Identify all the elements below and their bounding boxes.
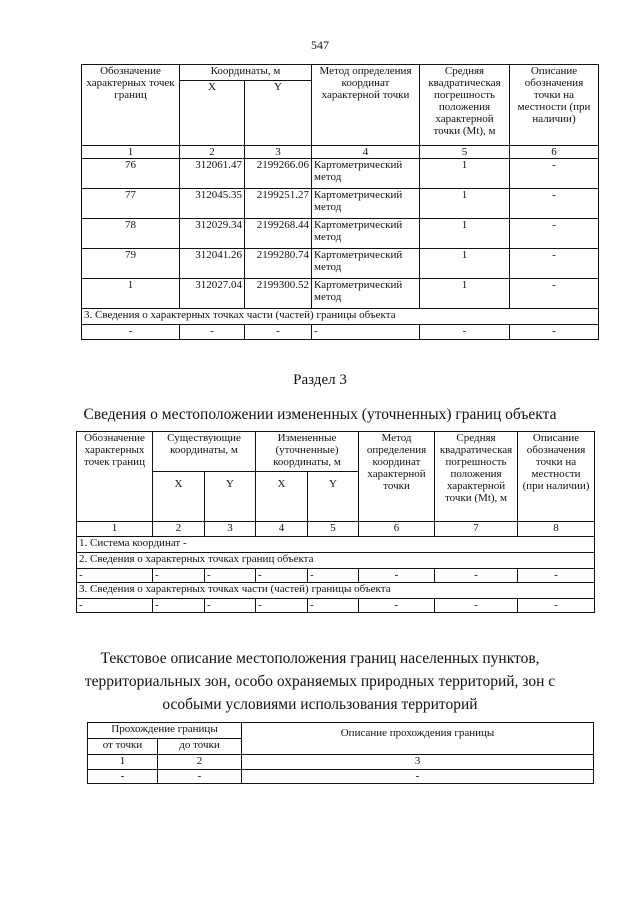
header-from-point: от точки (88, 739, 158, 755)
header-passage-description: Описание прохождения границы (242, 723, 594, 755)
col-number: 6 (510, 146, 599, 159)
point-id: 77 (82, 189, 180, 219)
table-row (77, 599, 595, 613)
header-error: Средняя квадратическая погрешность положения характерной точки (Mt), м (420, 65, 510, 146)
header-y: Y (245, 81, 312, 146)
method: Картометрический метод (312, 279, 420, 309)
coordinate-system-row: 1. Система координат - (77, 537, 595, 553)
error: 1 (420, 189, 510, 219)
changed-borders-table (76, 431, 595, 613)
dash-cell: - (77, 599, 153, 613)
method: Картометрический метод (312, 189, 420, 219)
header-method: Метод определения координат характерной точки (359, 432, 435, 522)
table-row (82, 159, 599, 189)
header-coordinates: Координаты, м (180, 65, 312, 81)
method: Картометрический метод (312, 249, 420, 279)
header-to-point: до точки (158, 739, 242, 755)
header-y: Y (205, 472, 256, 522)
error: 1 (420, 219, 510, 249)
dash-cell: - (518, 599, 595, 613)
coord-x: 312061.47 (180, 159, 245, 189)
col-number: 2 (153, 522, 205, 537)
dash-cell: - (82, 325, 180, 340)
col-number: 4 (256, 522, 308, 537)
description: - (510, 189, 599, 219)
col-number: 1 (82, 146, 180, 159)
col-number: 3 (245, 146, 312, 159)
dash-cell: - (308, 599, 359, 613)
coord-y: 2199266.06 (245, 159, 312, 189)
description: - (510, 249, 599, 279)
header-x: X (256, 472, 308, 522)
col-number: 6 (359, 522, 435, 537)
dash-cell: - (256, 599, 308, 613)
error: 1 (420, 279, 510, 309)
section-subtitle: Сведения о местоположении измененных (уточненных) границ объекта (83, 406, 557, 423)
section-row-label: 3. Сведения о характерных точках части (частей) границы объекта (82, 309, 599, 325)
table-row (88, 770, 594, 784)
point-id: 76 (82, 159, 180, 189)
header-error: Средняя квадратическая погрешность положения характерной точки (Mt), м (435, 432, 518, 522)
description: - (510, 159, 599, 189)
coord-y: 2199300.52 (245, 279, 312, 309)
table-row (82, 325, 599, 340)
error: 1 (420, 159, 510, 189)
dash-cell: - (153, 569, 205, 583)
dash-cell: - (256, 569, 308, 583)
description: - (510, 279, 599, 309)
coord-x: 312045.35 (180, 189, 245, 219)
header-description: Описание обозначения точки на местности (при наличии) (518, 432, 595, 522)
table-row (82, 249, 599, 279)
header-point-designation: Обозначение характерных точек границ (82, 65, 180, 146)
dash-cell: - (435, 599, 518, 613)
col-number: 1 (77, 522, 153, 537)
dash-cell: - (180, 325, 245, 340)
points-table (81, 64, 599, 340)
col-number: 2 (158, 755, 242, 770)
dash-cell: - (242, 770, 594, 784)
table-row (82, 279, 599, 309)
section-row-label: 2. Сведения о характерных точках границ объекта (77, 553, 595, 569)
coord-y: 2199268.44 (245, 219, 312, 249)
coord-x: 312041.26 (180, 249, 245, 279)
dash-cell: - (158, 770, 242, 784)
section-row-label: 3. Сведения о характерных точках части (частей) границы объекта (77, 583, 595, 599)
dash-cell: - (359, 569, 435, 583)
error: 1 (420, 249, 510, 279)
table-row (82, 189, 599, 219)
dash-cell: - (435, 569, 518, 583)
section-title: Раздел 3 (293, 372, 347, 388)
col-number: 3 (205, 522, 256, 537)
header-existing-coordinates: Существующие координаты, м (153, 432, 256, 472)
header-method: Метод определения координат характерной точки (312, 65, 420, 146)
dash-cell: - (312, 325, 420, 340)
table-row (77, 569, 595, 583)
dash-cell: - (153, 599, 205, 613)
header-x: X (153, 472, 205, 522)
header-y: Y (308, 472, 359, 522)
col-number: 4 (312, 146, 420, 159)
dash-cell: - (205, 569, 256, 583)
table-row (82, 219, 599, 249)
dash-cell: - (359, 599, 435, 613)
dash-cell: - (518, 569, 595, 583)
col-number: 2 (180, 146, 245, 159)
border-passage-table (87, 722, 594, 784)
col-number: 7 (435, 522, 518, 537)
coord-x: 312029.34 (180, 219, 245, 249)
coord-y: 2199251.27 (245, 189, 312, 219)
dash-cell: - (245, 325, 312, 340)
header-point-designation: Обозначение характерных точек границ (77, 432, 153, 522)
col-number: 1 (88, 755, 158, 770)
point-id: 1 (82, 279, 180, 309)
text-description-heading: Текстовое описание местоположения границ населенных пунктов, территориальных зон, особо охраняемых природных территорий, зон с особыми условиями использования территорий (84, 650, 556, 713)
header-changed-coordinates: Измененные (уточненные) координаты, м (256, 432, 359, 472)
dash-cell: - (77, 569, 153, 583)
coord-y: 2199280.74 (245, 249, 312, 279)
col-number: 3 (242, 755, 594, 770)
coord-x: 312027.04 (180, 279, 245, 309)
header-description: Описание обозначения точки на местности (при наличии) (510, 65, 599, 146)
point-id: 78 (82, 219, 180, 249)
method: Картометрический метод (312, 219, 420, 249)
dash-cell: - (420, 325, 510, 340)
col-number: 5 (420, 146, 510, 159)
col-number: 8 (518, 522, 595, 537)
description: - (510, 219, 599, 249)
header-border-passage: Прохождение границы (88, 723, 242, 739)
dash-cell: - (88, 770, 158, 784)
header-x: X (180, 81, 245, 146)
dash-cell: - (205, 599, 256, 613)
point-id: 79 (82, 249, 180, 279)
dash-cell: - (510, 325, 599, 340)
method: Картометрический метод (312, 159, 420, 189)
page-number: 547 (311, 38, 329, 52)
col-number: 5 (308, 522, 359, 537)
dash-cell: - (308, 569, 359, 583)
